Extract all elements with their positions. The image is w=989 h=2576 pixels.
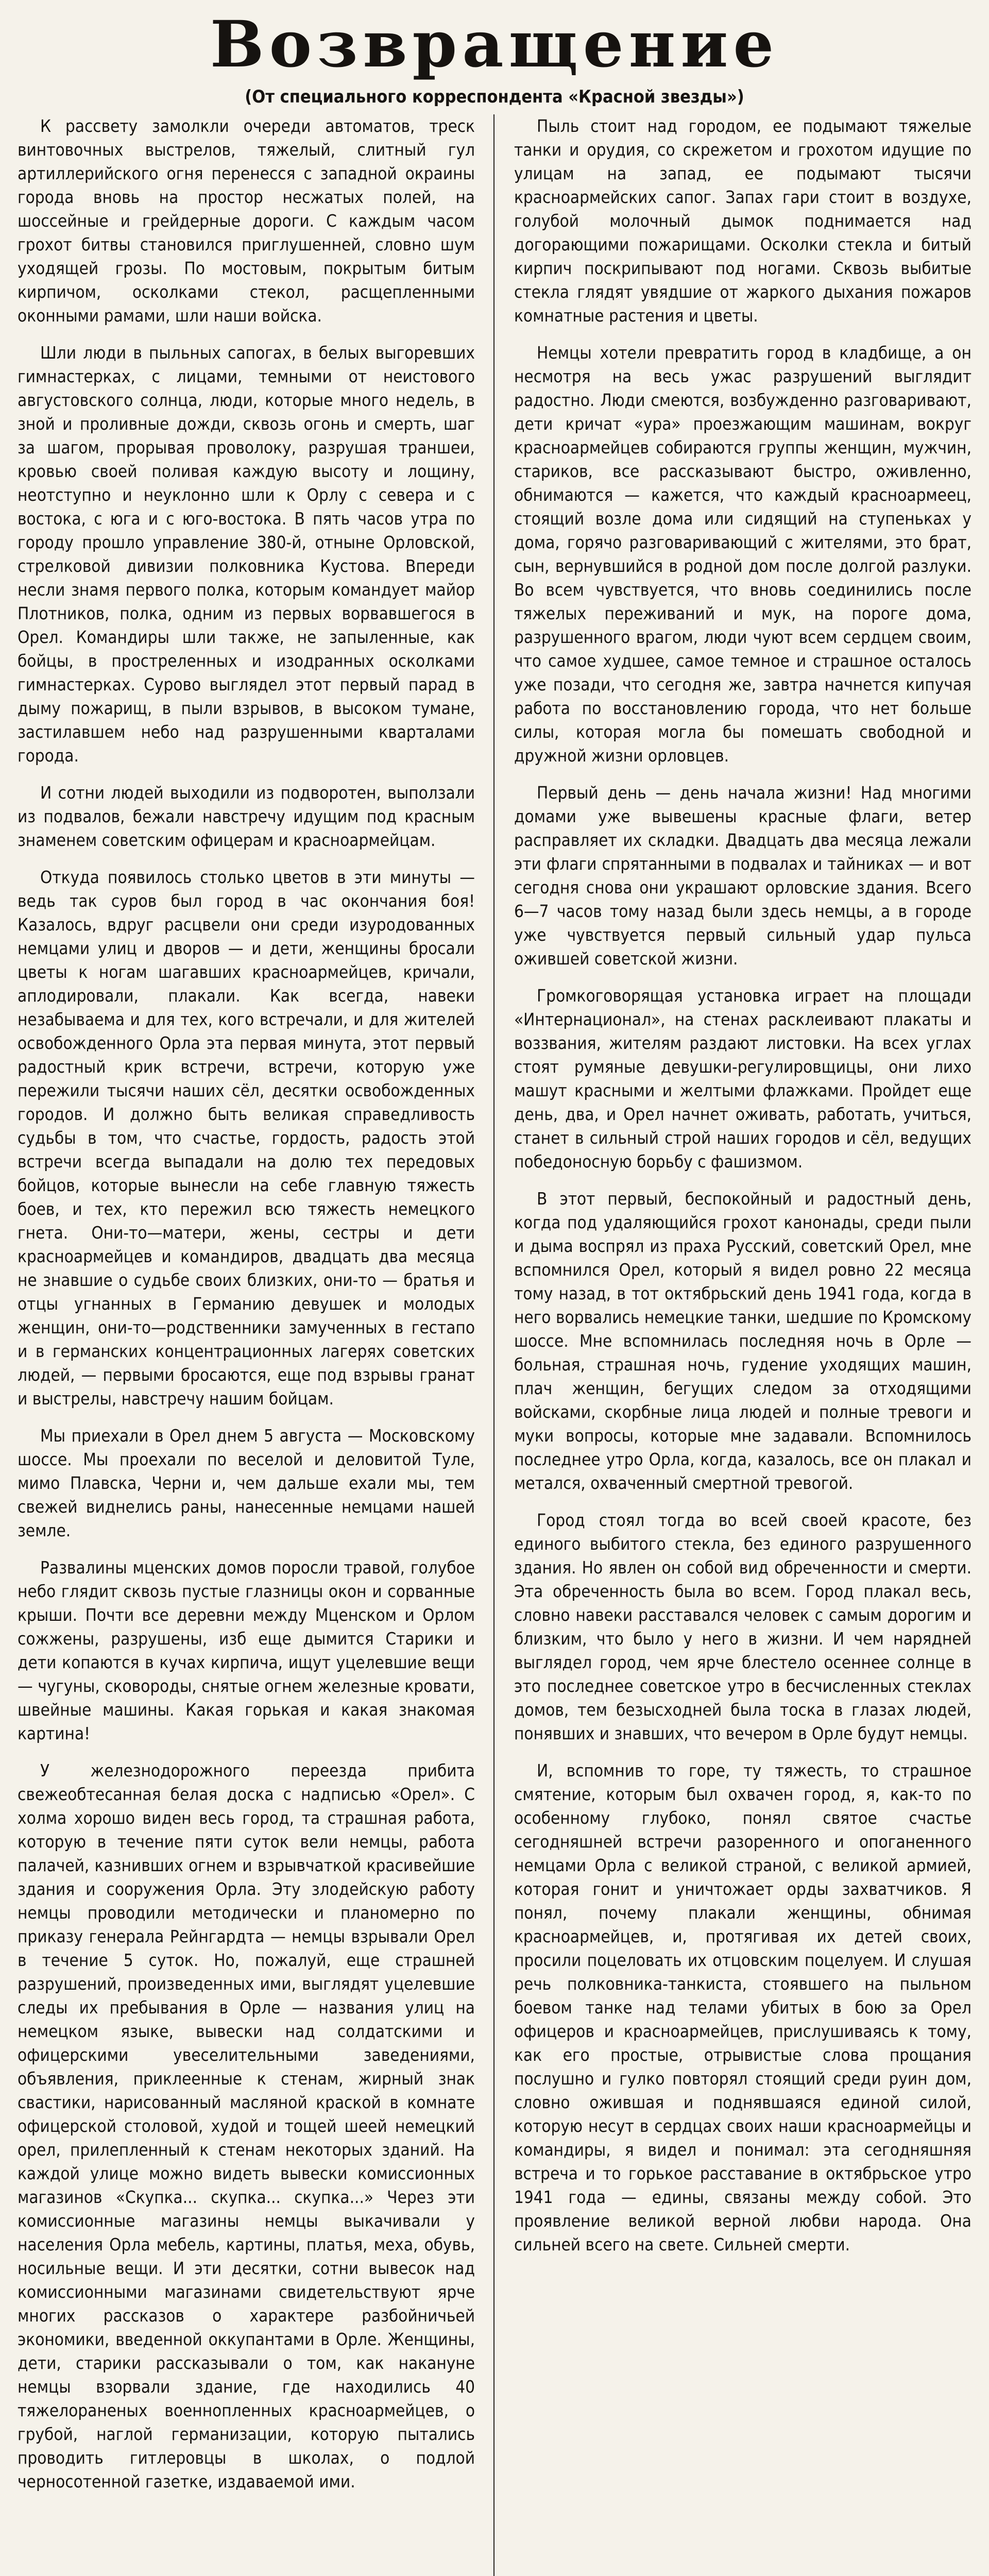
paragraph: К рассвету замолкли очереди автоматов, треск винтовочных выстрелов, тяжелый, слитный гул артиллерийского огня перенесся с западной окраины города вновь на простор несжатых полей, на шоссейные и грейдерные дороги. С каждым часом грохот битвы становился приглушенней, словно шум уходящей грозы. По мостовым, покрытым битым кирпичом, осколками стекол, расщепленными оконными рамами, шли наши войска. [18, 116, 475, 326]
paragraph: Пыль стоит над городом, ее подымают тяжелые танки и орудия, со скрежетом и грохотом идущие по улицам на запад, ее подымают тысячи красноармейских сапог. Запах гари стоит в воздухе, голубой молочный дымок поднимается над догорающими пожарищами. Осколки стекла и битый кирпич поскрипывают под ногами. Сквозь выбитые стекла глядят увядшие от жаркого дыхания пожаров комнатные растения и цветы. [514, 116, 971, 326]
paragraph: И, вспомнив то горе, ту тяжесть, то страшное смятение, которым был охвачен город, я, как-то по особенному глубоко, понял святое счастье сегодняшней встречи разоренного и опоганенного немцами Орла с великой страной, с великой армией, которая гонит и уничтожает орды захватчиков. Я понял, почему плакали женщины, обнимая красноармейцев, и, протягивая их детей своих, просили поцеловать их отцовским поцелуем. И слушая речь полковника-танкиста, стоявшего на пыльном боевом танке над телами убитых в бою за Орел офицеров и красноармейцев, прислушиваясь к тому, как его простые, отрывистые слова прощания послушно и гулко повторял стоящий среди руин дом, словно ожившая и поднявшаяся единой силой, которую несут в сердцах своих наши красноармейцы и командиры, я видел и понимал: эта сегодняшняя встреча и то горькое расставание в октябрьское утро 1941 года — едины, связаны между собой. Это проявление великой верной любви народа. Она сильней всего на свете. Сильней смерти. [514, 1760, 971, 2255]
headline: Возвращение [210, 7, 779, 82]
left-column [18, 114, 475, 2576]
byline: (От специального корреспондента «Красной звезды») [245, 87, 744, 107]
paragraph: Откуда появилось столько цветов в эти минуты — ведь так суров был город в час окончания боя! Казалось, вдруг расцвели они среди изуродованных немцами улиц и дворов — и дети, женщины бросали цветы к ногам шагавших красноармейцев, кричали, аплодировали, плакали. Как всегда, навеки незабываема и для тех, кого встречали, и для жителей освобожденного Орла эта первая минута, этот первый радостный крик встречи, встречи, которую уже пережили тысячи наших сёл, десятки освобожденных городов. И должно быть великая справедливость судьбы в том, что счастье, гордость, радость этой встречи всегда выпадали на долю тех передовых бойцов, которые вынесли на себе главную тяжесть боев, и тех, кто пережил всю тяжесть немецкого гнета. Они-то—матери, жены, сестры и дети красноармейцев и командиров, двадцать два месяца не знавшие о судьбе своих близких, они-то — братья и отцы угнанных в Германию девушек и молодых женщин, они-то—родственники замученных в гестапо и в германских концентрационных лагерях советских людей, — первыми бросаются, еще под взрывы гранат и выстрелы, навстречу нашим бойцам. [18, 867, 475, 1409]
paragraph: В этот первый, беспокойный и радостный день, когда под удаляющийся грохот канонады, среди пыли и дыма воспрял из праха Русский, советский Орел, мне вспомнился Орел, который я видел ровно 22 месяца тому назад, в тот октябрьский день 1941 года, когда в него ворвались немецкие танки, шедшие по Кромскому шоссе. Мне вспомнилась последняя ночь в Орле — больная, страшная ночь, гудение уходящих машин, плач женщин, бегущих следом за отходящими войсками, скорбные лица людей и полные тревоги и муки вопросы, которые мне задавали. Вспомнилось последнее утро Орла, когда, казалось, все он плакал и метался, охваченный смертной тревогой. [514, 1189, 971, 1493]
paragraph: У железнодорожного переезда прибита свежеобтесанная белая доска с надписью «Орел». С холма хорошо виден весь город, та страшная работа, которую в течение пяти суток вели немцы, работа палачей, казнивших огнем и взрывчаткой красивейшие здания и сооружения Орла. Эту злодейскую работу немцы проводили методически и планомерно по приказу генерала Рейнгардта — немцы взрывали Орел в течение 5 суток. Но, пожалуй, еще страшней разрушений, произведенных ими, выглядят уцелевшие следы их пребывания в Орле — названия улиц на немецком языке, вывески над солдатскими и офицерскими увеселительными заведениями, объявления, приклеенные к стенам, жирный знак свастики, нарисованный масляной краской в комнате офицерской столовой, худой и тощей шеей немецкий орел, прилепленный к стенам некоторых зданий. На каждой улице можно видеть вывески комиссионных магазинов «Скупка... скупка... скупка...» Через эти комиссионные магазины немцы выкачивали у населения Орла мебель, картины, платья, меха, обувь, носильные вещи. И эти десятки, сотни вывесок над комиссионными магазинами свидетельствуют ярче многих рассказов о характере разбойничьей экономики, введенной оккупантами в Орле. Женщины, дети, старики рассказывали о том, как накануне немцы взорвали здание, где находились 40 тяжелораненых военнопленных красноармейцев, о грубой, наглой германизации, которую пытались проводить гитлеровцы в школах, о подлой черносотенной газетке, издаваемой ими. [18, 1760, 475, 2492]
paragraph: Развалины мценских домов поросли травой, голубое небо глядит сквозь пустые глазницы окон и сорванные крыши. Почти все деревни между Мценском и Орлом сожжены, разрушены, изб еще дымится Старики и дети копаются в кучах кирпича, ищут уцелевшие вещи — чугуны, сковороды, снятые огнем железные кровати, швейные машины. Какая горькая и какая знакомая картина! [18, 1557, 475, 1743]
paragraph: Мы приехали в Орел днем 5 августа — Московскому шоссе. Мы проехали по веселой и деловитой Туле, мимо Плавска, Черни и, чем дальше ехали мы, тем свежей виднелись раны, нанесенные немцами нашей земле. [18, 1426, 475, 1540]
paragraph: Шли люди в пыльных сапогах, в белых выгоревших гимнастерках, с лицами, темными от неистового августовского солнца, люди, которые много недель, в зной и проливные дожди, сквозь огонь и смерть, шаг за шагом, прорывая проволоку, разрушая траншеи, кровью своей поливая каждую высоту и лощину, неотступно и неуклонно шли к Орлу с севера и с востока, с юга и с юго-востока. В пять часов утра по городу прошло управление 380-й, отныне Орловской, стрелковой дивизии полковника Кустова. Впереди несли знамя первого полка, которым командует майор Плотников, полка, одним из первых ворвавшегося в Орел. Командиры шли также, не запыленные, как бойцы, в простреленных и изодранных осколками гимнастерках. Сурово выглядел этот первый парад в дыму пожарищ, в пыли взрывов, в высоком тумане, застилавшем небо над разрушенными кварталами города. [18, 343, 475, 766]
paragraph: Немцы хотели превратить город в кладбище, а он несмотря на весь ужас разрушений выглядит радостно. Люди смеются, возбужденно разговаривают, дети кричат «ура» проезжающим машинам, вокруг красноармейцев собираются группы женщин, мужчин, стариков, все рассказывают быстро, оживленно, обнимаются — кажется, что каждый красноармеец, стоящий возле дома или сидящий на ступеньках у дома, горячо разговаривающий с жителями, это брат, сын, вернувшийся в родной дом после долгой разлуки. Во всем чувствуется, что вновь соединились после тяжелых переживаний и мук, на пороге дома, разрушенного врагом, люди чуют всем сердцем своим, что самое худшее, самое темное и страшное осталось уже позади, что сегодня же, завтра начнется кипучая работа по восстановлению города, что нет больше силы, которая могла бы помешать свободной и дружной жизни орловцев. [514, 343, 971, 766]
paragraph: Громкоговорящая установка играет на площади «Интернационал», на стенах расклеивают плакаты и воззвания, жителям раздают листовки. На всех углах стоят румяные девушки-регулировщицы, они лихо машут красными и желтыми флажками. Пройдет еще день, два, и Орел начнет оживать, работать, учиться, станет в сильный строй наших городов и сёл, ведущих победоносную борьбу с фашизмом. [514, 986, 971, 1172]
column-divider [493, 114, 494, 2576]
paragraph: Первый день — день начала жизни! Над многими домами уже вывешены красные флаги, ветер расправляет их складки. Двадцать два месяца лежали эти флаги спрятанными в подвалах и тайниках — и вот сегодня снова они украшают орловские здания. Всего 6—7 часов тому назад были здесь немцы, а в городе уже чувствуется первый сильный удар пульса ожившей советской жизни. [514, 783, 971, 969]
right-column [514, 114, 971, 2576]
paragraph: Город стоял тогда во всей своей красоте, без единого выбитого стекла, без единого разрушенного здания. Но явлен он собой вид обреченности и смерти. Эта обреченность была во всем. Город плакал весь, словно навеки расставался человек с самым дорогим и близким, что было у него в жизни. И чем нарядней выглядел город, чем ярче блестело осеннее солнце в это последнее советское утро в бесчисленных стеклах домов, тем безысходней была тоска в глазах людей, понявших и знавших, что вечером в Орле будут немцы. [514, 1510, 971, 1743]
paragraph: И сотни людей выходили из подворотен, выползали из подвалов, бежали навстречу идущим под красным знаменем советским офицерам и красноармейцам. [18, 783, 475, 850]
